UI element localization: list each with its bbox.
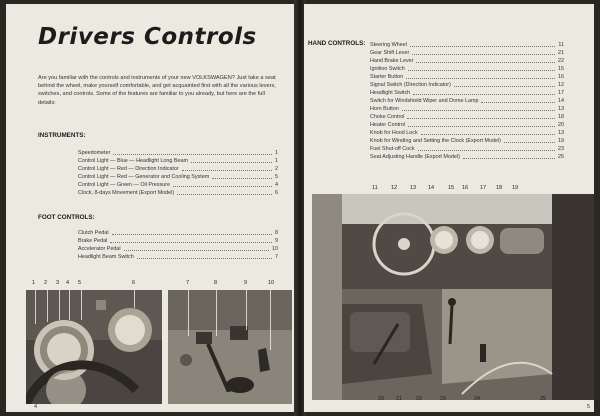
hand-control-item-number: 13	[558, 106, 564, 112]
dot-leader	[212, 173, 272, 179]
foot-control-item-number: 7	[275, 254, 278, 260]
hand-control-item	[370, 145, 564, 153]
pedals-illustration	[168, 290, 292, 404]
hand-control-item-label: Steering Wheel	[370, 42, 407, 48]
interior-illustration	[312, 194, 594, 400]
callout-12: 12	[391, 185, 398, 191]
foot-control-item-label: Clutch Pedal	[78, 230, 109, 236]
hand-control-item	[370, 121, 564, 129]
foot-control-item-number: 8	[275, 230, 278, 236]
callout-2: 2	[44, 280, 48, 286]
instrument-item-number: 1	[275, 158, 278, 164]
callout-7: 7	[186, 280, 190, 286]
callout-14: 14	[428, 185, 435, 191]
instrument-item	[78, 173, 278, 181]
photo2-callouts	[172, 280, 296, 290]
foot-control-item	[78, 253, 278, 261]
hand-control-item	[370, 113, 564, 121]
instrument-item	[78, 181, 278, 189]
hand-control-item-label: Gear Shift Lever	[370, 50, 410, 56]
dot-leader	[110, 237, 272, 243]
foot-control-item-label: Accelerator Pedal	[78, 246, 121, 252]
callout-5: 5	[78, 280, 82, 286]
hand-control-item-number: 19	[558, 138, 564, 144]
hand-control-item-number: 11	[558, 42, 564, 48]
hand-control-item-number: 13	[558, 130, 564, 136]
instrument-item	[78, 165, 278, 173]
dot-leader	[124, 245, 269, 251]
foot-control-item-number: 9	[275, 238, 278, 244]
pedals-photo	[168, 290, 292, 404]
callout-21: 21	[396, 396, 403, 402]
instrument-item-number: 1	[275, 150, 278, 156]
instrument-item-number: 5	[275, 174, 278, 180]
callout-19: 19	[512, 185, 519, 191]
callout-8: 8	[214, 280, 218, 286]
foot-control-item	[78, 229, 278, 237]
callout-11: 11	[372, 185, 378, 191]
instrument-item-label: Speedometer	[78, 150, 111, 156]
interior-bottom-callouts	[314, 396, 594, 406]
dot-leader	[416, 57, 555, 63]
instrument-item	[78, 149, 278, 157]
callout-24: 24	[474, 396, 481, 402]
foot-controls-heading: FOOT CONTROLS:	[38, 214, 95, 221]
hand-control-item-number: 12	[558, 82, 564, 88]
instrument-panel-photo	[26, 290, 162, 404]
instruments-list	[78, 149, 278, 197]
callout-4: 4	[66, 280, 70, 286]
foot-control-item	[78, 237, 278, 245]
hand-control-item-label: Seat Adjusting Handle (Export Model)	[370, 154, 460, 160]
hand-control-item-label: Ignition Switch	[370, 66, 405, 72]
hand-control-item-label: Hand Brake Lever	[370, 58, 414, 64]
interior-photo	[312, 194, 594, 400]
hand-control-item	[370, 97, 564, 105]
foot-controls-list	[78, 229, 278, 261]
foot-control-item-number: 10	[272, 246, 278, 252]
dot-leader	[177, 189, 272, 195]
instrument-item-label: Control Light — Blue — Headlight Long Beam	[78, 158, 188, 164]
callout-6: 6	[132, 280, 136, 286]
callout-20: 20	[378, 396, 385, 402]
dot-leader	[406, 73, 555, 79]
hand-control-item	[370, 73, 564, 81]
hand-control-item-number: 14	[558, 98, 564, 104]
hand-control-item-label: Fuel Shut-off Cock	[370, 146, 415, 152]
hand-control-item-number: 21	[558, 50, 564, 56]
intro-paragraph: Are you familiar with the controls and instruments of your new VOLKSWAGEN? Just take a seat behind the wheel, make yourself comfortable, and get acquainted first with all the various levers, switches, and controls. Some of the features are familiar to you already, but here are the full details:	[38, 75, 276, 106]
hand-control-item	[370, 137, 564, 145]
dot-leader	[413, 89, 555, 95]
instrument-item-number: 4	[275, 182, 278, 188]
hand-control-item-number: 23	[558, 146, 564, 152]
instrument-item-label: Control Light — Red — Generator and Cooling System	[78, 174, 210, 180]
instrument-item-label: Clock, 8-days Movement (Export Model)	[78, 190, 175, 196]
instrument-item-number: 2	[275, 166, 278, 172]
callout-25: 25	[540, 396, 547, 402]
hand-control-item-number: 22	[558, 58, 564, 64]
hand-control-item	[370, 41, 564, 49]
hand-control-item-number: 18	[558, 114, 564, 120]
instruments-heading: INSTRUMENTS:	[38, 132, 86, 139]
callout-15: 15	[448, 185, 455, 191]
instrument-item-label: Control Light — Red — Direction Indicator	[78, 166, 179, 172]
instrument-item	[78, 157, 278, 165]
callout-10: 10	[268, 280, 275, 286]
dot-leader	[407, 113, 555, 119]
instrument-item-number: 6	[275, 190, 278, 196]
dot-leader	[113, 149, 272, 155]
hand-control-item-number: 15	[558, 66, 564, 72]
hand-control-item-number: 17	[558, 90, 564, 96]
hand-control-item-label: Knob for Winding and Setting the Clock (Export Model)	[370, 138, 501, 144]
dot-leader	[182, 165, 272, 171]
hand-control-item-label: Signal Switch (Direction Indicator)	[370, 82, 451, 88]
callout-22: 22	[416, 396, 423, 402]
dot-leader	[173, 181, 272, 187]
dot-leader	[412, 49, 555, 55]
dot-leader	[112, 229, 272, 235]
foot-control-item-label: Brake Pedal	[78, 238, 108, 244]
dot-leader	[454, 81, 555, 87]
foot-control-item-label: Headlight Beam Switch	[78, 254, 134, 260]
hand-control-item	[370, 89, 564, 97]
callout-16: 16	[462, 185, 469, 191]
dot-leader	[504, 137, 555, 143]
dot-leader	[137, 253, 272, 259]
foot-control-item	[78, 245, 278, 253]
hand-control-item-label: Knob for Hood Lock	[370, 130, 418, 136]
instrument-item	[78, 189, 278, 197]
dot-leader	[410, 41, 556, 47]
right-page	[304, 4, 594, 412]
photo1-callouts	[28, 280, 162, 290]
left-page	[6, 4, 296, 412]
page-number-right: 5	[586, 404, 590, 410]
page-title: Drivers Controls	[38, 24, 257, 50]
hand-control-item	[370, 129, 564, 137]
callout-23: 23	[440, 396, 447, 402]
dot-leader	[463, 153, 555, 159]
hand-controls-list	[370, 41, 564, 161]
hand-control-item	[370, 153, 564, 161]
hand-control-item	[370, 65, 564, 73]
hand-control-item-label: Switch for Windshield Wiper and Dome Lamp	[370, 98, 479, 104]
hand-control-item-label: Heater Control	[370, 122, 406, 128]
hand-controls-heading: HAND CONTROLS:	[308, 40, 366, 47]
hand-control-item-label: Headlight Switch	[370, 90, 411, 96]
callout-1: 1	[32, 280, 36, 286]
hand-control-item-number: 20	[558, 122, 564, 128]
callout-3: 3	[56, 280, 60, 286]
hand-control-item-label: Choke Control	[370, 114, 405, 120]
callout-13: 13	[410, 185, 417, 191]
hand-control-item-label: Starter Button	[370, 74, 404, 80]
hand-control-item	[370, 105, 564, 113]
hand-control-item-number: 25	[558, 154, 564, 160]
callout-18: 18	[496, 185, 503, 191]
dot-leader	[191, 157, 272, 163]
hand-control-item-number: 16	[558, 74, 564, 80]
hand-control-item	[370, 81, 564, 89]
page-number-left: 4	[34, 404, 38, 410]
dot-leader	[481, 97, 555, 103]
dot-leader	[421, 129, 555, 135]
callout-9: 9	[244, 280, 248, 286]
dot-leader	[408, 65, 555, 71]
callout-17: 17	[480, 185, 487, 191]
hand-control-item	[370, 49, 564, 57]
dot-leader	[418, 145, 555, 151]
dot-leader	[402, 105, 555, 111]
hand-control-item-label: Horn Button	[370, 106, 399, 112]
instrument-item-label: Control Light — Green — Oil Pressure	[78, 182, 170, 188]
hand-control-item	[370, 57, 564, 65]
dot-leader	[408, 121, 555, 127]
